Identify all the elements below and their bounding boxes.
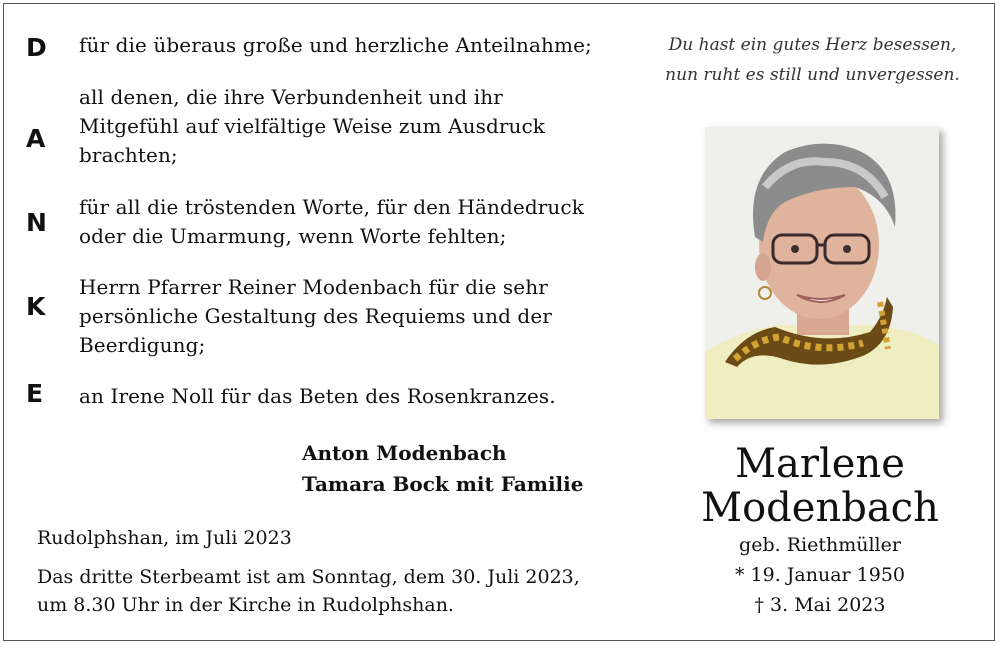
thanks-line: all denen, die ihre Verbundenheit und ihr xyxy=(79,85,503,109)
thanks-line: Herrn Pfarrer Reiner Modenbach für die sehr xyxy=(79,275,548,299)
thanks-paragraph-5 xyxy=(79,382,639,411)
thanks-paragraph-3 xyxy=(79,193,639,251)
place-date: Rudolphshan, im Juli 2023 xyxy=(37,527,292,549)
last-name: Modenbach xyxy=(701,485,939,531)
service-notice xyxy=(37,563,580,619)
signer-name: Anton Modenbach xyxy=(302,441,507,465)
thanks-paragraph-4 xyxy=(79,273,639,360)
birth-date: * 19. Januar 1950 xyxy=(734,564,906,586)
notice-line: um 8.30 Uhr in der Kirche in Rudolphshan. xyxy=(37,594,454,616)
deceased-name xyxy=(680,442,960,530)
danke-letter-k: K xyxy=(26,292,46,321)
death-date: † 3. Mai 2023 xyxy=(754,594,886,616)
danke-letter-d: D xyxy=(26,33,47,62)
notice-line: Das dritte Sterbeamt ist am Sonntag, dem 30. Juli 2023, xyxy=(37,566,580,588)
thanks-line: für die überaus große und herzliche Anteilnahme; xyxy=(79,33,592,57)
danke-letter-e: E xyxy=(26,379,44,408)
first-name: Marlene xyxy=(735,441,905,487)
thanks-line: Beerdigung; xyxy=(79,333,206,357)
motto xyxy=(640,30,985,90)
thanks-paragraph-2 xyxy=(79,83,639,170)
portrait-photo xyxy=(705,127,939,419)
motto-line: nun ruht es still und unvergessen. xyxy=(665,65,960,85)
thanks-line: brachten; xyxy=(79,143,178,167)
motto-line: Du hast ein gutes Herz besessen, xyxy=(668,35,957,55)
maiden-name: geb. Riethmüller xyxy=(739,534,901,556)
deceased-details xyxy=(680,530,960,620)
thanks-line: an Irene Noll für das Beten des Rosenkranzes. xyxy=(79,384,556,408)
danke-letter-n: N xyxy=(26,208,47,237)
thanks-line: persönliche Gestaltung des Requiems und der xyxy=(79,304,552,328)
thanks-line: Mitgefühl auf vielfältige Weise zum Ausdruck xyxy=(79,114,546,138)
signers xyxy=(302,438,583,500)
thanks-line: oder die Umarmung, wenn Worte fehlten; xyxy=(79,224,507,248)
thanks-paragraph-1 xyxy=(79,31,639,60)
signer-name: Tamara Bock mit Familie xyxy=(302,472,584,496)
danke-letter-a: A xyxy=(26,124,46,153)
thanks-line: für all die tröstenden Worte, für den Händedruck xyxy=(79,195,584,219)
